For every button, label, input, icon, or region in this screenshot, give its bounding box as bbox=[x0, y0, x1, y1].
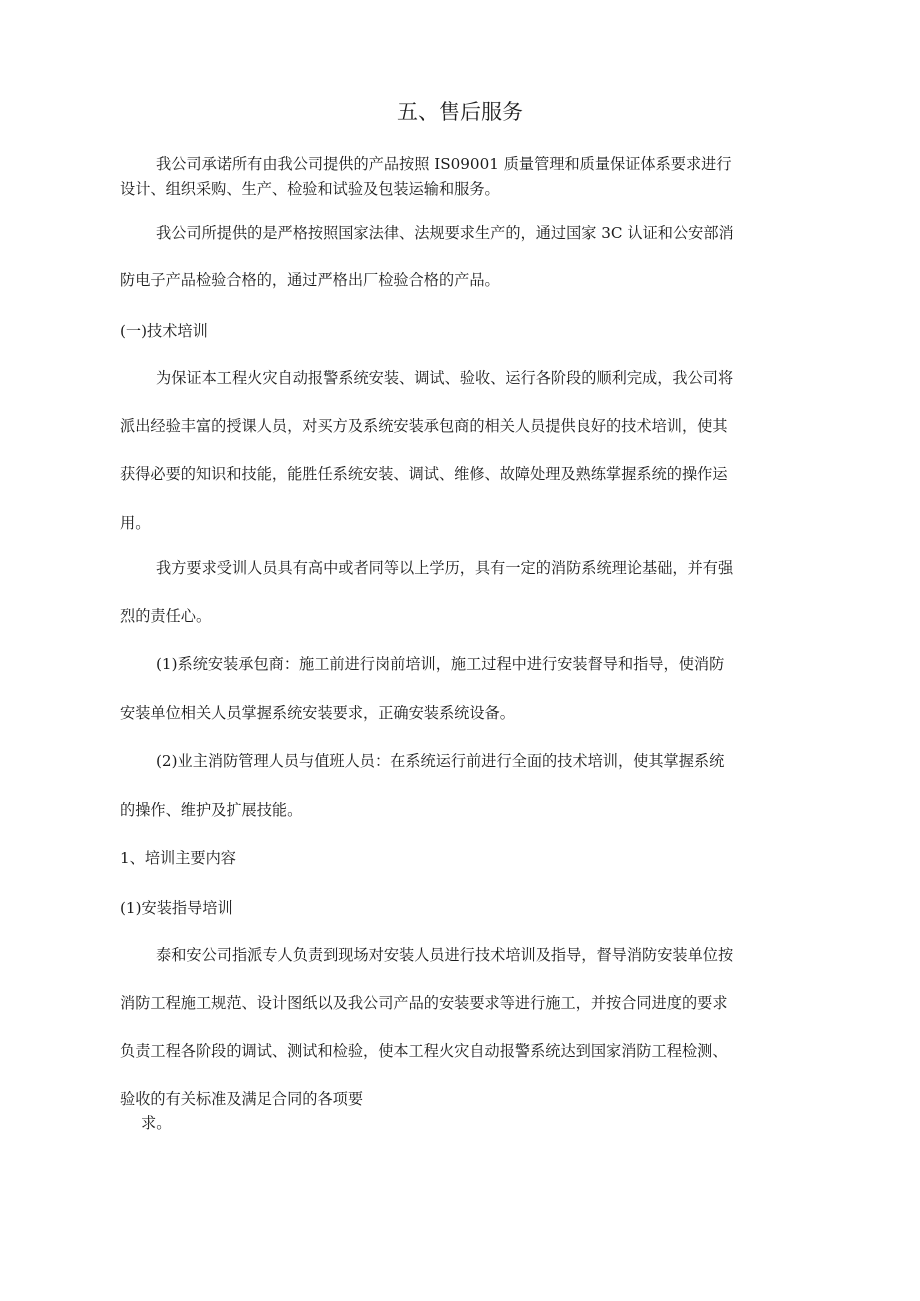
subsection-heading: (1)安装指导培训 bbox=[120, 899, 233, 917]
page-title: 五、售后服务 bbox=[397, 100, 523, 124]
paragraph-line: 防电子产品检验合格的，通过严格出厂检验合格的产品。 bbox=[120, 271, 500, 289]
paragraph-line: 我公司承诺所有由我公司提供的产品按照 IS09001 质量管理和质量保证体系要求进行 bbox=[156, 155, 732, 173]
paragraph-line: 泰和安公司指派专人负责到现场对安装人员进行技术培训及指导，督导消防安装单位按 bbox=[156, 946, 734, 964]
subsection-heading: 1、培训主要内容 bbox=[120, 849, 236, 867]
paragraph-line: 我公司所提供的是严格按照国家法律、法规要求生产的，通过国家 3C 认证和公安部消 bbox=[156, 224, 734, 242]
paragraph-line: 消防工程施工规范、设计图纸以及我公司产品的安装要求等进行施工，并按合同进度的要求 bbox=[120, 994, 728, 1012]
list-item-line: (1)系统安装承包商：施工前进行岗前培训，施工过程中进行安装督导和指导，使消防 bbox=[156, 655, 725, 673]
list-item-line: 安装单位相关人员掌握系统安装要求，正确安装系统设备。 bbox=[120, 704, 515, 722]
section-heading: (一)技术培训 bbox=[120, 322, 208, 340]
paragraph-line: 我方要求受训人员具有高中或者同等以上学历，具有一定的消防系统理论基础，并有强 bbox=[156, 559, 734, 577]
paragraph-line: 用。 bbox=[120, 514, 151, 532]
paragraph-line: 负责工程各阶段的调试、测试和检验，使本工程火灾自动报警系统达到国家消防工程检测、 bbox=[120, 1042, 728, 1060]
paragraph-line: 获得必要的知识和技能，能胜任系统安装、调试、维修、故障处理及熟练掌握系统的操作运 bbox=[120, 465, 728, 483]
paragraph-line: 求。 bbox=[141, 1114, 172, 1132]
paragraph-line: 派出经验丰富的授课人员，对买方及系统安装承包商的相关人员提供良好的技术培训，使其 bbox=[120, 417, 728, 435]
list-item-line: 的操作、维护及扩展技能。 bbox=[120, 801, 303, 819]
paragraph-line: 为保证本工程火灾自动报警系统安装、调试、验收、运行各阶段的顺利完成，我公司将 bbox=[156, 369, 734, 387]
paragraph-line: 烈的责任心。 bbox=[120, 607, 212, 625]
paragraph-line: 验收的有关标准及满足合同的各项要 bbox=[120, 1090, 363, 1108]
list-item-line: (2)业主消防管理人员与值班人员：在系统运行前进行全面的技术培训，使其掌握系统 bbox=[156, 752, 725, 770]
paragraph-line: 设计、组织采购、生产、检验和试验及包装运输和服务。 bbox=[120, 180, 500, 198]
